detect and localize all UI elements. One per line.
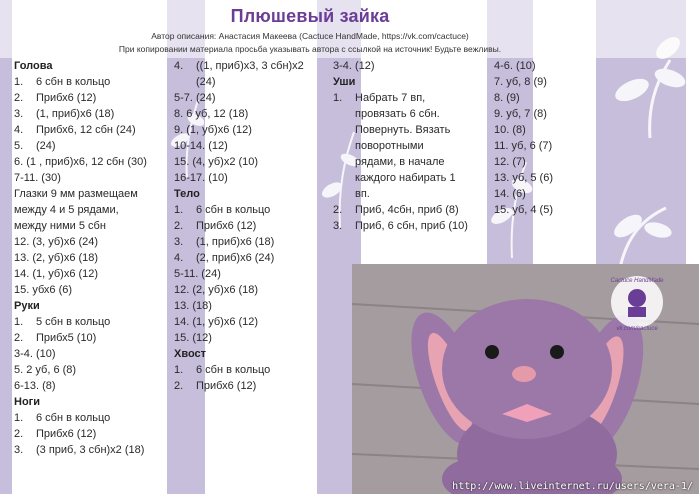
pattern-row bbox=[333, 58, 493, 74]
pattern-row bbox=[333, 218, 493, 234]
pattern-column-2 bbox=[174, 58, 324, 394]
row-text: 13. (2, уб)х6 (18) bbox=[14, 252, 99, 264]
pattern-row bbox=[333, 186, 493, 202]
pattern-row bbox=[174, 250, 324, 266]
pattern-row bbox=[174, 282, 324, 298]
pattern-row bbox=[494, 58, 594, 74]
row-text: 13. уб, 5 (6) bbox=[494, 172, 554, 184]
pattern-row bbox=[14, 330, 174, 346]
row-text: Прибх6 (12) bbox=[196, 380, 257, 392]
pattern-row bbox=[14, 250, 174, 266]
row-text: 4-6. (10) bbox=[494, 60, 536, 72]
pattern-row bbox=[174, 138, 324, 154]
decor-stripe bbox=[0, 0, 12, 494]
row-text: каждого набирать 1 bbox=[355, 172, 456, 184]
pattern-row bbox=[333, 202, 493, 218]
row-text: Прибх5 (10) bbox=[36, 332, 97, 344]
pattern-row bbox=[14, 314, 174, 330]
pattern-row bbox=[14, 234, 174, 250]
row-text: Приб, 4сбн, приб (8) bbox=[355, 204, 459, 216]
pattern-row bbox=[333, 154, 493, 170]
row-text: вп. bbox=[355, 188, 370, 200]
section-heading: Хвост bbox=[174, 348, 207, 360]
copy-notice: При копировании материала просьба указывать автора с ссылкой на источник! Будьте вежливы. bbox=[118, 44, 502, 54]
pattern-row bbox=[174, 218, 324, 234]
row-text: 12. (7) bbox=[494, 156, 526, 168]
row-text: поворотными bbox=[355, 140, 424, 152]
pattern-row bbox=[14, 122, 174, 138]
pattern-row bbox=[14, 218, 174, 234]
row-text: (1, приб)х6 (18) bbox=[36, 108, 115, 120]
row-text: 6 сбн в кольцо bbox=[196, 364, 271, 376]
row-text: Приб, 6 сбн, приб (10) bbox=[355, 220, 468, 232]
row-text: 3-4. (10) bbox=[14, 348, 56, 360]
row-text: 7. уб, 8 (9) bbox=[494, 76, 547, 88]
row-text: 5 сбн в кольцо bbox=[36, 316, 111, 328]
row-text: Прибх6 (12) bbox=[196, 220, 257, 232]
stamp-url: vk.com/cactuce bbox=[616, 326, 658, 332]
row-text: 15. (4, уб)х2 (10) bbox=[174, 156, 259, 168]
pattern-column-4 bbox=[494, 58, 594, 218]
row-text: (1, приб)х6 (18) bbox=[196, 236, 275, 248]
pattern-row bbox=[174, 74, 324, 90]
row-text: 12. (2, уб)х6 (18) bbox=[174, 284, 259, 296]
section-heading: Ноги bbox=[14, 396, 41, 408]
pattern-row bbox=[494, 170, 594, 186]
pattern-row bbox=[494, 106, 594, 122]
pattern-row bbox=[14, 266, 174, 282]
pattern-row bbox=[14, 186, 174, 202]
pattern-row bbox=[174, 170, 324, 186]
row-number: 4. bbox=[174, 252, 184, 264]
row-text: 15. уб, 4 (5) bbox=[494, 204, 554, 216]
pattern-row bbox=[494, 138, 594, 154]
pattern-row bbox=[174, 122, 324, 138]
pattern-column-3 bbox=[333, 58, 493, 234]
section-heading: Тело bbox=[174, 188, 200, 200]
pattern-row bbox=[333, 170, 493, 186]
page-title: Плюшевый зайка bbox=[230, 6, 390, 26]
row-text: 11. уб, 6 (7) bbox=[494, 140, 553, 152]
row-text: (24) bbox=[36, 140, 56, 152]
pattern-row bbox=[174, 266, 324, 282]
pattern-row bbox=[174, 58, 324, 74]
row-text: ((1, приб)х3, 3 сбн)х2 bbox=[196, 60, 304, 72]
leaf-ornament-icon bbox=[600, 190, 680, 270]
row-text: 14. (1, уб)х6 (12) bbox=[174, 316, 259, 328]
row-text: Повернуть. Вязать bbox=[355, 124, 451, 136]
row-text: 12. (3, уб)х6 (24) bbox=[14, 236, 99, 248]
row-number: 4. bbox=[174, 60, 184, 72]
row-number: 1. bbox=[174, 204, 184, 216]
pattern-row bbox=[494, 122, 594, 138]
row-text: 6 сбн в кольцо bbox=[36, 76, 111, 88]
row-text: 14. (6) bbox=[494, 188, 526, 200]
pattern-row bbox=[14, 106, 174, 122]
row-text: 9. уб, 7 (8) bbox=[494, 108, 547, 120]
pattern-row bbox=[14, 378, 174, 394]
row-text: 13. (18) bbox=[174, 300, 212, 312]
pattern-row bbox=[14, 282, 174, 298]
pattern-row bbox=[174, 154, 324, 170]
row-number: 2. bbox=[174, 220, 184, 232]
row-text: (24) bbox=[196, 76, 216, 88]
row-number: 3. bbox=[14, 444, 24, 456]
row-number: 1. bbox=[14, 316, 24, 328]
pattern-row bbox=[494, 154, 594, 170]
pattern-row bbox=[14, 170, 174, 186]
row-text: между 4 и 5 рядами, bbox=[14, 204, 119, 216]
author-line: Автор описания: Анастасия Макеева (Cactuce HandMade, https://vk.com/cactuce) bbox=[151, 31, 469, 41]
bunny-photo bbox=[352, 264, 699, 494]
row-number: 2. bbox=[14, 92, 24, 104]
row-text: 3-4. (12) bbox=[333, 60, 375, 72]
row-text: Прибх6, 12 сбн (24) bbox=[36, 124, 136, 136]
pattern-row bbox=[174, 378, 324, 394]
pattern-row bbox=[14, 154, 174, 170]
pattern-row bbox=[174, 362, 324, 378]
pattern-row bbox=[174, 330, 324, 346]
row-text: 5-11. (24) bbox=[174, 268, 221, 280]
row-text: 15. убх6 (6) bbox=[14, 284, 73, 296]
pattern-row bbox=[333, 90, 493, 106]
row-text: 6. (1 , приб)х6, 12 сбн (30) bbox=[14, 156, 147, 168]
pattern-row bbox=[14, 202, 174, 218]
row-text: 10. (8) bbox=[494, 124, 526, 136]
row-text: (3 приб, 3 сбн)х2 (18) bbox=[36, 444, 145, 456]
row-text: 10-14. (12) bbox=[174, 140, 228, 152]
row-number: 3. bbox=[174, 236, 184, 248]
section-heading: Уши bbox=[333, 76, 356, 88]
pattern-row bbox=[14, 74, 174, 90]
pattern-row bbox=[494, 90, 594, 106]
row-text: 6 сбн в кольцо bbox=[36, 412, 111, 424]
row-number: 3. bbox=[333, 220, 343, 232]
row-number: 1. bbox=[333, 92, 343, 104]
pattern-row bbox=[333, 122, 493, 138]
leaf-ornament-icon bbox=[210, 390, 270, 490]
row-number: 1. bbox=[14, 76, 24, 88]
pattern-row bbox=[494, 186, 594, 202]
pattern-row bbox=[333, 106, 493, 122]
row-number: 1. bbox=[174, 364, 184, 376]
pattern-row bbox=[14, 410, 174, 426]
pattern-column-1 bbox=[14, 58, 174, 458]
section-heading: Руки bbox=[14, 300, 40, 312]
pattern-row bbox=[174, 90, 324, 106]
row-number: 4. bbox=[14, 124, 24, 136]
row-number: 1. bbox=[14, 412, 24, 424]
row-text: между ними 5 сбн bbox=[14, 220, 106, 232]
row-text: 5-7. (24) bbox=[174, 92, 216, 104]
stamp-text: Cactuce HandMade bbox=[610, 278, 664, 284]
row-number: 2. bbox=[14, 332, 24, 344]
row-text: 8. (9) bbox=[494, 92, 520, 104]
pattern-row bbox=[494, 74, 594, 90]
row-text: 6 сбн в кольцо bbox=[196, 204, 271, 216]
row-text: Прибх6 (12) bbox=[36, 92, 97, 104]
row-text: 16-17. (10) bbox=[174, 172, 228, 184]
watermark-url: http://www.liveinternet.ru/users/vera-1/ bbox=[452, 481, 693, 492]
bunny-illustration bbox=[352, 264, 699, 494]
pattern-row bbox=[333, 138, 493, 154]
row-text: 8. 6 уб, 12 (18) bbox=[174, 108, 249, 120]
pattern-row bbox=[174, 106, 324, 122]
row-text: рядами, в начале bbox=[355, 156, 445, 168]
pattern-row bbox=[14, 442, 174, 458]
row-text: Прибх6 (12) bbox=[36, 428, 97, 440]
pattern-row bbox=[174, 298, 324, 314]
row-text: (2, приб)х6 (24) bbox=[196, 252, 275, 264]
pattern-row bbox=[14, 90, 174, 106]
row-number: 2. bbox=[174, 380, 184, 392]
row-number: 3. bbox=[14, 108, 24, 120]
pattern-row bbox=[174, 234, 324, 250]
row-number: 5. bbox=[14, 140, 24, 152]
row-number: 2. bbox=[333, 204, 343, 216]
pattern-row bbox=[14, 426, 174, 442]
section-heading: Голова bbox=[14, 60, 53, 72]
row-text: Глазки 9 мм размещаем bbox=[14, 188, 138, 200]
row-text: 14. (1, уб)х6 (12) bbox=[14, 268, 99, 280]
row-text: 6-13. (8) bbox=[14, 380, 56, 392]
pattern-row bbox=[494, 202, 594, 218]
pattern-row bbox=[174, 202, 324, 218]
row-text: 7-11. (30) bbox=[14, 172, 61, 184]
row-text: 5. 2 уб, 6 (8) bbox=[14, 364, 77, 376]
row-text: провязать 6 сбн. bbox=[355, 108, 440, 120]
row-text: Набрать 7 вп, bbox=[355, 92, 426, 104]
pattern-row bbox=[14, 362, 174, 378]
row-text: 9. (1, уб)х6 (12) bbox=[174, 124, 252, 136]
pattern-row bbox=[14, 138, 174, 154]
row-text: 15. (12) bbox=[174, 332, 212, 344]
pattern-row bbox=[14, 346, 174, 362]
pattern-row bbox=[174, 314, 324, 330]
row-number: 2. bbox=[14, 428, 24, 440]
